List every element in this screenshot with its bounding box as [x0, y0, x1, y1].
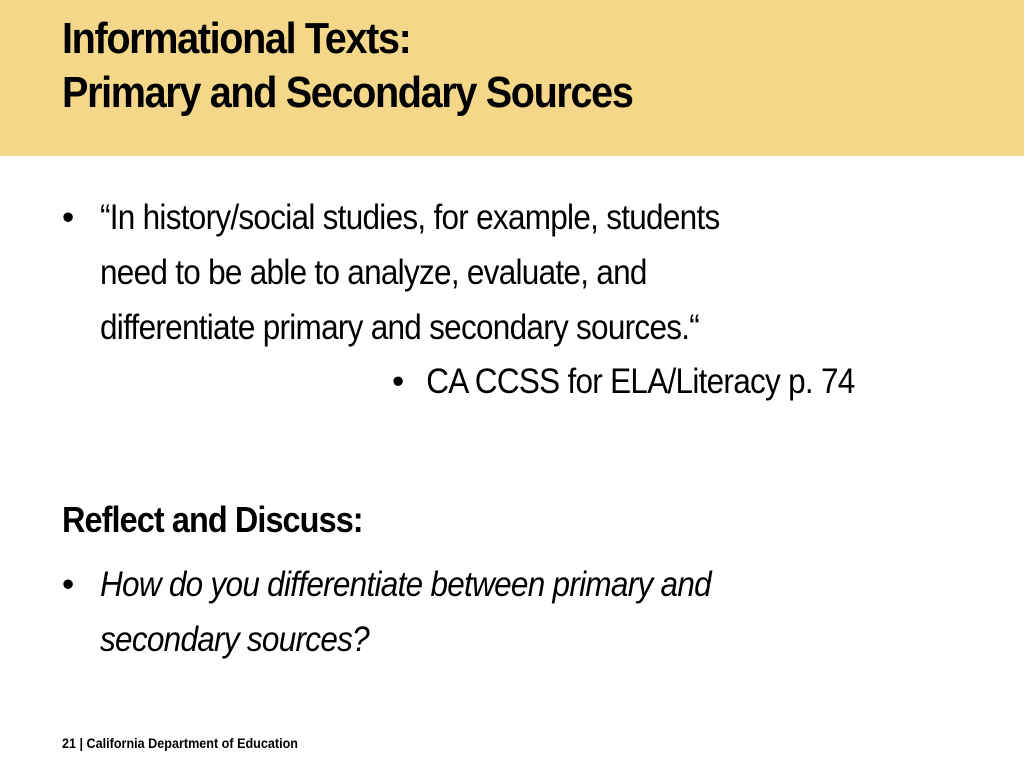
- question-line-2: secondary sources?: [100, 620, 369, 659]
- quote-text: [100, 190, 892, 355]
- reflect-heading: [62, 492, 396, 547]
- slide-content: [62, 190, 982, 659]
- citation-text: CA CCSS for ELA/Literacy p. 74: [426, 362, 855, 401]
- page-number: 21: [62, 735, 77, 751]
- slide-title-line-1: Informational Texts:: [62, 14, 411, 63]
- citation-bullet-item: [392, 354, 906, 409]
- slide-title-line-2: Primary and Secondary Sources: [62, 68, 633, 117]
- reflect-heading-text: Reflect and Discuss:: [62, 499, 363, 540]
- quote-bullet-item: [62, 190, 982, 355]
- bullet-icon: •: [62, 565, 74, 604]
- bullet-icon: •: [62, 198, 74, 237]
- question-text: [100, 557, 711, 667]
- quote-line-1: “In history/social studies, for example, students: [100, 198, 720, 237]
- footer-text: [62, 734, 298, 752]
- quote-line-2: need to be able to analyze, evaluate, and: [100, 253, 647, 292]
- slide-title: [62, 12, 633, 120]
- quote-line-3: differentiate primary and secondary sources.“: [100, 308, 700, 347]
- title-band: [0, 0, 1024, 156]
- footer-separator: |: [76, 735, 87, 751]
- footer-organization: California Department of Education: [86, 735, 298, 751]
- slide-footer: [62, 734, 324, 752]
- question-bullet-item: [62, 557, 1020, 667]
- bullet-icon: •: [392, 362, 404, 401]
- question-line-1: How do you differentiate between primary and: [100, 565, 711, 604]
